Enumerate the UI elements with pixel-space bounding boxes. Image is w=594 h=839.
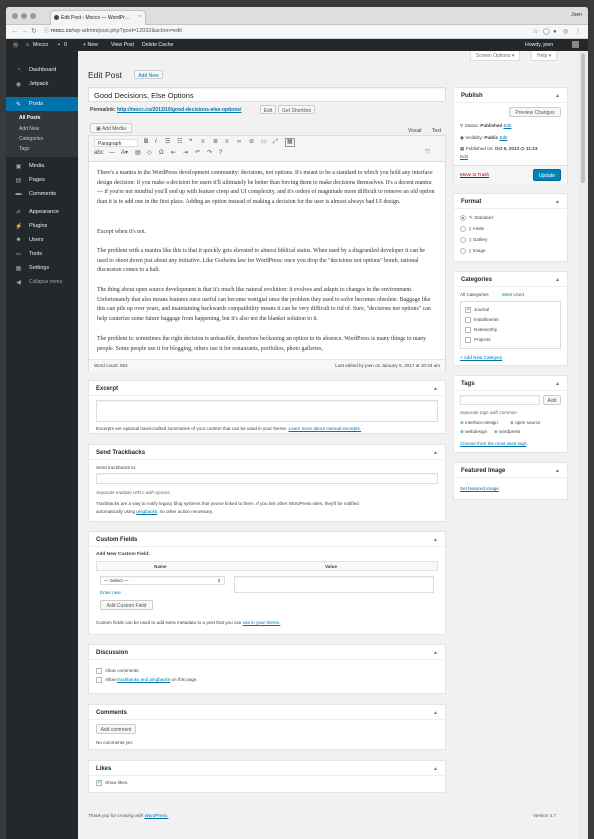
sidebar-item-appearance[interactable] bbox=[6, 206, 78, 218]
editor-status-bar bbox=[89, 359, 445, 371]
user-avatar[interactable] bbox=[572, 41, 579, 48]
numbered-list-icon[interactable]: ☷ bbox=[177, 139, 183, 145]
eye-icon: ◉ bbox=[460, 135, 466, 140]
jetpack-icon: ◉ bbox=[15, 82, 22, 88]
format-box bbox=[453, 193, 568, 262]
submenu-add-new[interactable]: Add New bbox=[19, 126, 40, 132]
permalink-label: Permalink: bbox=[90, 107, 116, 113]
featured-image-title: Featured Image bbox=[454, 463, 567, 478]
media-icon: ▣ bbox=[96, 126, 102, 132]
status-row bbox=[460, 123, 511, 129]
address-field[interactable] bbox=[44, 27, 182, 36]
discussion-box bbox=[88, 644, 446, 694]
tags-hint: Separate tags with commas bbox=[460, 410, 517, 415]
edit-visibility-link[interactable]: Edit bbox=[499, 135, 508, 140]
browser-tab-bar bbox=[6, 7, 588, 25]
extension-icon[interactable]: ◯ bbox=[543, 29, 550, 35]
trackbacks-help-2 bbox=[96, 509, 213, 514]
wordpress-logo-icon[interactable]: Ⓦ bbox=[13, 43, 19, 49]
read-more-icon[interactable]: ▭ bbox=[261, 139, 267, 145]
format-option-text: Aside bbox=[472, 226, 485, 231]
blockquote-icon[interactable]: ❝ bbox=[189, 139, 193, 145]
remove-tag-icon[interactable]: ⊗ bbox=[494, 429, 498, 434]
sidebar-item-posts[interactable] bbox=[6, 97, 78, 111]
format-image-label bbox=[469, 248, 486, 254]
collapse-menu-button[interactable] bbox=[6, 276, 78, 288]
bold-icon[interactable]: B bbox=[144, 139, 149, 145]
brush-icon: ✐ bbox=[15, 210, 22, 216]
format-aside-radio[interactable] bbox=[460, 226, 466, 232]
browser-menu-icon[interactable]: ⋮ bbox=[575, 29, 581, 35]
trackbacks-help-1: Trackbacks are a way to notify legacy blog systems that you've linked to them. If you link other WordPress sites, they'll be notified bbox=[96, 501, 359, 506]
add-new-post-button[interactable]: Add New bbox=[134, 70, 163, 79]
custom-field-key-select[interactable] bbox=[100, 576, 225, 585]
url-host: mocc.co bbox=[51, 28, 72, 34]
align-center-icon[interactable]: ≣ bbox=[213, 139, 219, 145]
lock-icon: ⓘ bbox=[44, 28, 52, 34]
add-media-button[interactable] bbox=[90, 123, 132, 133]
users-icon: ☻ bbox=[15, 237, 22, 243]
posts-submenu bbox=[6, 111, 78, 157]
trackbacks-hint: Separate multiple URLs with spaces bbox=[96, 490, 170, 495]
tag-label: open source bbox=[515, 420, 541, 425]
collapse-arrow-icon[interactable]: ▲ bbox=[555, 199, 560, 205]
home-icon: ⌂ bbox=[26, 42, 30, 48]
sidebar-item-tools[interactable] bbox=[6, 248, 78, 260]
tag-item bbox=[460, 420, 498, 426]
wp-admin-bar bbox=[6, 39, 588, 51]
wordpress-favicon-icon bbox=[54, 15, 59, 20]
maximize-window-icon[interactable] bbox=[30, 13, 36, 19]
footer-thanks bbox=[88, 813, 168, 818]
minimize-window-icon[interactable] bbox=[21, 13, 27, 19]
tags-box bbox=[453, 375, 568, 453]
browser-tab[interactable] bbox=[50, 10, 146, 25]
category-installments-label: Installments bbox=[474, 317, 499, 322]
calendar-icon: ▦ bbox=[460, 146, 466, 151]
submenu-categories[interactable]: Categories bbox=[19, 136, 44, 142]
custom-fields-header-row bbox=[96, 561, 438, 571]
category-journal-label: Journal bbox=[474, 307, 490, 312]
show-likes-label: Show likes. bbox=[105, 780, 129, 785]
collapse-arrow-icon[interactable]: ▲ bbox=[555, 277, 560, 283]
permalink-url[interactable]: http://mocc.co/2013/10/good-decisions-else-options/ bbox=[116, 107, 242, 113]
browser-tab-title: Edit Post ‹ Mocco — WordPr… bbox=[61, 15, 130, 21]
scrollbar-thumb[interactable] bbox=[581, 53, 585, 183]
page-scrollbar[interactable] bbox=[578, 51, 588, 839]
unlink-icon[interactable]: ⊘ bbox=[249, 139, 255, 145]
comments-count: 0 bbox=[64, 42, 67, 48]
collapse-arrow-icon[interactable]: ▲ bbox=[555, 93, 560, 99]
published-value: Oct 9, 2013 @ 11:23 bbox=[494, 146, 538, 151]
extension-icon-2[interactable]: ● bbox=[553, 29, 557, 35]
format-select[interactable]: Paragraph bbox=[94, 139, 138, 147]
allow-text: Allow bbox=[105, 677, 116, 682]
sidebar-item-label: Settings bbox=[29, 265, 50, 271]
likes-title: Likes bbox=[89, 761, 445, 776]
category-journal-checkbox[interactable] bbox=[465, 307, 471, 313]
tags-title: Tags bbox=[454, 376, 567, 391]
collapse-arrow-icon[interactable]: ▲ bbox=[433, 537, 438, 543]
trackbacks-pingbacks-link[interactable]: trackbacks and pingbacks bbox=[117, 677, 171, 682]
select-arrows-icon: ⇕ bbox=[217, 578, 221, 583]
sidebar-item-dashboard[interactable] bbox=[6, 64, 78, 76]
paste-text-icon[interactable]: ▤ bbox=[135, 150, 141, 156]
excerpt-help-text: Excerpts are optional hand-crafted summaries of your content that can be used in your theme. bbox=[96, 426, 288, 431]
distraction-free-icon[interactable]: ⤧ bbox=[425, 150, 430, 156]
status-value: Published bbox=[480, 123, 503, 128]
collapse-arrow-icon[interactable]: ▲ bbox=[555, 468, 560, 474]
clear-formatting-icon[interactable]: ◇ bbox=[147, 150, 152, 156]
allow-trackbacks-label bbox=[105, 677, 198, 682]
paragraph-4: The thing about open source development is that it's much like natural evolution: it evolves and adapts to changes in the environment. Unfortunately that also means features once useful can become vestigial once the problem they used to solve becomes obsolete. Baggage like this can pile up over years, and maintaining backwards compatibility means it can be very difficult to rid of. Sure, "decisions not options" can help cauterize some future baggage from happening, but it's also not the blanket solution to it. bbox=[97, 287, 431, 322]
enter-new-link[interactable]: Enter new bbox=[100, 590, 121, 595]
remove-tag-icon[interactable]: ⊗ bbox=[510, 420, 514, 425]
browser-window bbox=[6, 7, 588, 839]
format-image-radio[interactable] bbox=[460, 248, 466, 254]
sidebar-item-users[interactable] bbox=[6, 234, 78, 246]
sidebar-item-label: Jetpack bbox=[29, 81, 49, 87]
image-icon: ▯ bbox=[469, 248, 473, 253]
pin-icon: ⚲ bbox=[460, 123, 465, 128]
dashboard-icon: ◔ bbox=[16, 67, 21, 73]
format-title: Format bbox=[454, 194, 567, 209]
edit-permalink-button[interactable]: Edit bbox=[260, 105, 276, 114]
set-featured-image-link[interactable]: Set featured image bbox=[460, 486, 499, 491]
comments-title: Comments bbox=[89, 705, 445, 720]
checkmark-icon: ✓ bbox=[97, 780, 103, 786]
categories-list bbox=[460, 301, 561, 349]
sidebar-item-label: Collapse menu bbox=[29, 279, 63, 285]
last-edited: Last edited by joen on January 5, 2017 at 10:43 am bbox=[335, 363, 440, 368]
delete-cache-link[interactable]: Delete Cache bbox=[142, 42, 174, 48]
content-editor bbox=[88, 135, 446, 371]
edit-status-link[interactable]: Edit bbox=[503, 123, 512, 128]
custom-field-select-value: — Select — bbox=[104, 578, 129, 583]
tag-item bbox=[494, 429, 520, 435]
submenu-tags[interactable]: Tags bbox=[19, 146, 30, 152]
add-new-category-link[interactable]: + Add New Category bbox=[460, 355, 503, 360]
sidebar-item-label: Users bbox=[29, 237, 44, 243]
pin-icon: ✎ bbox=[469, 215, 475, 220]
category-noteworthy-label: Noteworthy bbox=[474, 327, 498, 332]
custom-field-value-textarea[interactable] bbox=[234, 576, 434, 593]
pin-icon: ✎ bbox=[15, 102, 22, 108]
italic-icon[interactable]: I bbox=[155, 139, 157, 145]
close-tab-icon[interactable]: × bbox=[138, 14, 141, 20]
howdy-user-link[interactable]: Howdy, joen bbox=[525, 42, 554, 48]
help-button[interactable]: Help ▾ bbox=[531, 51, 557, 61]
category-installments-checkbox[interactable] bbox=[465, 317, 471, 323]
extension-icon-3[interactable]: ◎ bbox=[563, 29, 569, 35]
paragraph-5: The problem is: sometimes the right decision is unfeasible, therefore beckoning an option in its absence. WordPress is many things to many people. Some people use it for blogging, others use it for restaurants, portfolios, photo galleries, bbox=[97, 336, 427, 352]
permalink-row bbox=[90, 107, 241, 113]
on-this-page-text: on this page. bbox=[171, 677, 198, 682]
edit-date-link[interactable]: Edit bbox=[460, 154, 468, 159]
pingbacks-link[interactable]: pingbacks bbox=[136, 509, 158, 514]
browser-user-name[interactable]: Joen bbox=[571, 12, 582, 18]
sidebar-item-settings[interactable] bbox=[6, 262, 78, 274]
column-value: Value bbox=[325, 564, 338, 569]
help-icon[interactable]: ? bbox=[219, 150, 223, 156]
allow-comments-label: Allow comments. bbox=[105, 668, 140, 673]
undo-icon[interactable]: ↶ bbox=[195, 150, 201, 156]
custom-fields-title: Custom Fields bbox=[89, 532, 445, 547]
format-gallery-radio[interactable] bbox=[460, 237, 466, 243]
tags-input[interactable] bbox=[460, 395, 540, 405]
column-name: Name bbox=[154, 564, 167, 569]
publish-box bbox=[453, 87, 568, 184]
aside-icon: ▯ bbox=[469, 226, 473, 231]
format-option-text: Gallery bbox=[472, 237, 488, 242]
categories-title: Categories bbox=[454, 272, 567, 287]
collapse-arrow-icon[interactable]: ▲ bbox=[433, 710, 438, 716]
visibility-row bbox=[460, 135, 507, 141]
category-projects-checkbox[interactable] bbox=[465, 337, 471, 343]
format-gallery-label bbox=[469, 237, 487, 243]
get-shortlink-button[interactable]: Get Shortlink bbox=[278, 105, 315, 114]
trackbacks-help-text-2: , no other action necessary. bbox=[157, 509, 214, 514]
site-name-link[interactable]: Mocco bbox=[33, 42, 49, 48]
visibility-label: Visibility: bbox=[465, 135, 484, 140]
update-button[interactable]: Update bbox=[533, 169, 561, 181]
show-likes-checkbox[interactable] bbox=[96, 780, 102, 786]
bookmark-star-icon[interactable]: ☆ bbox=[533, 29, 539, 35]
word-count: Word count: 564 bbox=[94, 363, 128, 368]
trackbacks-help-text: automatically using bbox=[96, 509, 136, 514]
published-row bbox=[460, 146, 538, 152]
strikethrough-icon[interactable]: abc bbox=[94, 150, 104, 156]
tag-item bbox=[460, 429, 487, 435]
visibility-value: Public bbox=[484, 135, 499, 140]
sidebar-item-label: Tools bbox=[29, 251, 43, 257]
sidebar-item-pages[interactable] bbox=[6, 174, 78, 186]
preview-changes-button[interactable]: Preview Changes bbox=[509, 107, 561, 117]
trackbacks-input[interactable] bbox=[96, 473, 438, 484]
collapse-icon: ◀ bbox=[16, 280, 21, 286]
collapse-arrow-icon[interactable]: ▲ bbox=[555, 381, 560, 387]
comments-icon: ▬ bbox=[15, 191, 22, 197]
format-aside-label bbox=[469, 226, 484, 232]
view-post-link[interactable]: View Post bbox=[111, 42, 134, 48]
published-label: Published on: bbox=[465, 146, 494, 151]
category-noteworthy-checkbox[interactable] bbox=[465, 327, 471, 333]
browser-url-bar bbox=[6, 25, 588, 39]
media-icon: ▣ bbox=[15, 164, 22, 170]
sidebar-item-label: Comments bbox=[29, 191, 57, 197]
sidebar-item-label: Pages bbox=[29, 177, 45, 183]
no-comments-text: No comments yet. bbox=[96, 740, 134, 745]
custom-fields-help-text: Custom fields can be used to add extra metadata to a post that you can bbox=[96, 620, 242, 625]
admin-sidebar bbox=[6, 51, 78, 839]
wrench-icon: ✂ bbox=[15, 252, 22, 258]
tag-label: webdesign bbox=[465, 429, 488, 434]
format-standard-radio[interactable] bbox=[460, 215, 466, 221]
indent-icon[interactable]: ⇥ bbox=[183, 150, 189, 156]
categories-box bbox=[453, 271, 568, 366]
excerpt-title: Excerpt bbox=[89, 381, 445, 396]
sidebar-item-label: Dashboard bbox=[29, 67, 57, 73]
redo-icon[interactable]: ↷ bbox=[207, 150, 213, 156]
allow-trackbacks-checkbox[interactable] bbox=[96, 677, 102, 683]
excerpt-learn-more-link[interactable]: Learn more about manual excerpts. bbox=[288, 426, 362, 431]
editor-toolbar bbox=[89, 136, 445, 162]
trackbacks-box bbox=[88, 444, 446, 522]
excerpt-textarea[interactable] bbox=[96, 400, 438, 422]
sidebar-item-label: Appearance bbox=[29, 209, 60, 215]
align-right-icon[interactable]: ≡ bbox=[225, 139, 229, 145]
plugin-icon: ⚡ bbox=[15, 224, 23, 230]
remove-tag-icon[interactable]: ⊗ bbox=[460, 420, 464, 425]
submenu-all-posts[interactable]: All Posts bbox=[19, 115, 41, 121]
allow-comments-checkbox[interactable] bbox=[96, 668, 102, 674]
custom-fields-help bbox=[96, 620, 280, 625]
tab-visual[interactable]: Visual bbox=[408, 128, 422, 134]
remove-tag-icon[interactable]: ⊗ bbox=[460, 429, 464, 434]
category-projects-label: Projects bbox=[474, 337, 491, 342]
close-window-icon[interactable] bbox=[12, 13, 18, 19]
reload-icon[interactable]: ↻ bbox=[31, 28, 37, 35]
sidebar-item-label: Plugins bbox=[29, 223, 48, 229]
align-left-icon[interactable]: ≡ bbox=[201, 139, 205, 145]
discussion-title: Discussion bbox=[89, 645, 445, 660]
gallery-icon: ▯ bbox=[469, 237, 473, 242]
trackbacks-title: Send Trackbacks bbox=[89, 445, 445, 460]
collapse-arrow-icon[interactable]: ▲ bbox=[433, 386, 438, 392]
settings-icon: ▦ bbox=[15, 266, 22, 272]
trackbacks-label: Send trackbacks to: bbox=[96, 465, 137, 470]
new-content-link[interactable]: + New bbox=[83, 42, 98, 48]
comments-bubble-icon[interactable]: ▪ bbox=[58, 42, 60, 48]
publish-actions bbox=[454, 165, 567, 184]
sidebar-item-plugins[interactable] bbox=[6, 220, 78, 232]
use-in-theme-link[interactable]: use in your theme. bbox=[242, 620, 281, 625]
url-path: /wp-admin/post.php?post=12032&action=edit bbox=[71, 28, 182, 34]
collapse-arrow-icon[interactable]: ▲ bbox=[433, 766, 438, 772]
add-tag-button[interactable]: Add bbox=[543, 395, 561, 405]
tag-label: interface-design bbox=[465, 420, 498, 425]
page-title: Edit Post bbox=[88, 70, 123, 80]
main-content bbox=[78, 51, 588, 839]
status-label: Status: bbox=[464, 123, 479, 128]
sidebar-item-comments[interactable] bbox=[6, 188, 78, 200]
tag-label: wordpress bbox=[499, 429, 521, 434]
add-media-label: Add Media bbox=[101, 126, 126, 132]
checkmark-icon: ✓ bbox=[466, 307, 472, 313]
featured-image-box bbox=[453, 462, 568, 500]
paragraph-2: Except when it's not. bbox=[97, 229, 147, 235]
custom-fields-box bbox=[88, 531, 446, 635]
format-standard-label bbox=[469, 215, 493, 221]
post-title-input[interactable]: Good Decisions, Else Options bbox=[88, 87, 446, 102]
sidebar-item-label: Media bbox=[29, 163, 45, 169]
toolbar-toggle-icon[interactable]: ▦ bbox=[287, 139, 293, 145]
back-icon[interactable]: ← bbox=[11, 28, 18, 35]
collapse-arrow-icon[interactable]: ▲ bbox=[433, 650, 438, 656]
tab-text[interactable]: Text bbox=[432, 128, 442, 134]
outdent-icon[interactable]: ⇤ bbox=[171, 150, 177, 156]
tag-item bbox=[510, 420, 540, 426]
pages-icon: ▤ bbox=[15, 178, 22, 184]
sidebar-item-jetpack[interactable] bbox=[6, 78, 78, 90]
special-character-icon[interactable]: Ω bbox=[159, 150, 164, 156]
sidebar-item-label: Posts bbox=[29, 101, 43, 107]
forward-icon[interactable]: → bbox=[21, 28, 28, 35]
paragraph-3: The problem with a mantra like this is that it quickly gets elevated to almost biblical status. When used by a disgruntled developer it can be used to shoot down just about any initiative. Like Godwins law for WordPress: once you drop the "decisions not options" bomb, rational discussion comes to a halt. bbox=[97, 248, 426, 274]
text-color-icon[interactable]: A▾ bbox=[121, 150, 129, 156]
horizontal-line-icon[interactable]: — bbox=[109, 150, 115, 156]
wordpress-link[interactable]: WordPress. bbox=[144, 813, 169, 818]
fullscreen-icon[interactable]: ⤢ bbox=[273, 139, 278, 145]
format-option-text: Image bbox=[472, 248, 486, 253]
add-custom-field-label: Add New Custom Field: bbox=[96, 552, 150, 557]
choose-most-used-tags-link[interactable]: Choose from the most used tags bbox=[460, 441, 527, 446]
add-custom-field-button[interactable]: Add Custom Field bbox=[100, 600, 153, 610]
editor-body[interactable] bbox=[89, 162, 445, 359]
likes-box bbox=[88, 760, 446, 793]
publish-title: Publish bbox=[454, 88, 567, 103]
radio-selected-icon bbox=[462, 217, 464, 219]
excerpt-help bbox=[96, 426, 361, 431]
bullet-list-icon[interactable]: ☰ bbox=[165, 139, 171, 145]
format-option-text: Standard bbox=[474, 215, 493, 220]
tab-most-used[interactable]: Most Used bbox=[502, 292, 524, 297]
collapse-arrow-icon[interactable]: ▲ bbox=[433, 450, 438, 456]
add-comment-button[interactable]: Add comment bbox=[96, 724, 136, 734]
link-icon[interactable]: ∞ bbox=[237, 139, 242, 145]
paragraph-1: There's a mantra in the WordPress development community: decisions, not options. It's meant to be a standard to which you hold any interface design decision: if you make a decision for users it'll ultimately be better than forcing them to make decisions themselves. It's a decent mantra — if you're not mindful you'll end up with feature creep and UI complexity, and it's orders of magnitude more difficult to remove an old option than it is to add one in the first place. Adding an option instead of making a decision for the user is almost always bad UI design. bbox=[97, 170, 435, 205]
comments-box bbox=[88, 704, 446, 750]
footer-thanks-text: Thank you for creating with bbox=[88, 813, 144, 818]
sidebar-item-media[interactable] bbox=[6, 160, 78, 172]
footer-version: Version 4.7 bbox=[533, 813, 556, 818]
tab-all-categories[interactable]: All Categories bbox=[460, 292, 489, 297]
excerpt-box bbox=[88, 380, 446, 434]
move-to-trash-link[interactable]: Move to Trash bbox=[460, 172, 490, 177]
screen-options-button[interactable]: Screen Options ▾ bbox=[470, 51, 520, 61]
